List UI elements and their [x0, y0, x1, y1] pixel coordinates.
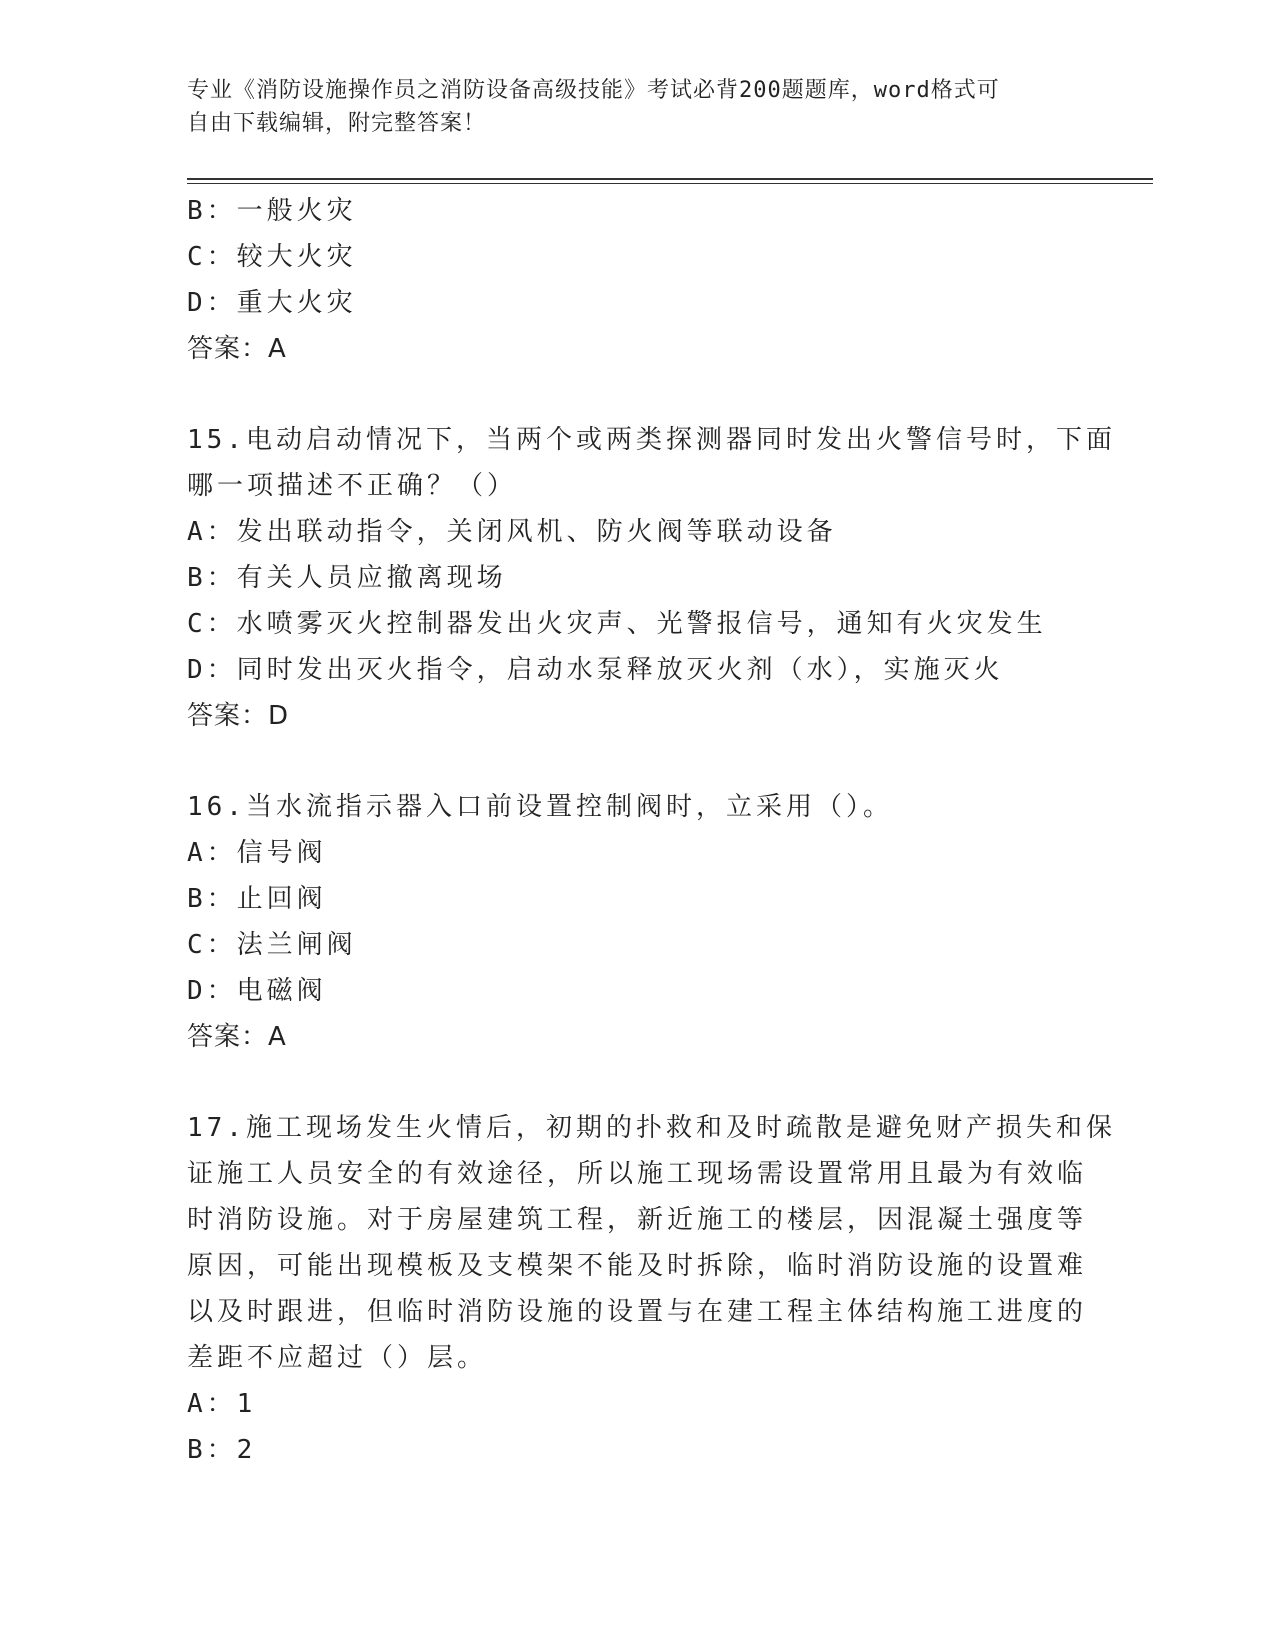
option-c: C：较大火灾	[187, 242, 357, 272]
question-17	[187, 1105, 1116, 1473]
question-stem-line: 原因，可能出现模板及支模架不能及时拆除，临时消防设施的设置难	[187, 1251, 1088, 1281]
question-15	[187, 417, 1116, 739]
answer: 答案：A	[187, 1022, 287, 1052]
option-d: D：重大火灾	[187, 288, 357, 318]
question-stem-line: 证施工人员安全的有效途径，所以施工现场需设置常用且最为有效临	[187, 1159, 1088, 1189]
question-stem-line: 时消防设施。对于房屋建筑工程，新近施工的楼层，因混凝土强度等	[187, 1205, 1088, 1235]
question-stem-line: 哪一项描述不正确？（）	[187, 471, 518, 501]
option-d: D：电磁阀	[187, 976, 327, 1006]
option-a: A：发出联动指令，关闭风机、防火阀等联动设备	[187, 517, 837, 547]
question-stem-line: 15.电动启动情况下，当两个或两类探测器同时发出火警信号时，下面	[187, 425, 1116, 455]
question-stem-line: 17.施工现场发生火情后，初期的扑救和及时疏散是避免财产损失和保	[187, 1113, 1116, 1143]
option-b: B：止回阀	[187, 884, 327, 914]
question-16	[187, 784, 1077, 1060]
question-content	[187, 188, 1116, 1473]
option-b: B：2	[187, 1435, 257, 1465]
question-stem-line: 以及时跟进，但临时消防设施的设置与在建工程主体结构施工进度的	[187, 1297, 1088, 1327]
option-c: C：水喷雾灭火控制器发出火灾声、光警报信号，通知有火灾发生	[187, 609, 1047, 639]
header-line-1: 专业《消防设施操作员之消防设备高级技能》考试必背200题题库，word格式可	[187, 78, 1000, 103]
question-stem-line: 16.当水流指示器入口前设置控制阀时，立采用（）。	[187, 792, 893, 822]
answer: 答案：A	[187, 334, 287, 364]
option-b: B：一般火灾	[187, 196, 357, 226]
option-a: A：1	[187, 1389, 257, 1419]
question-stem-line: 差距不应超过（）层。	[187, 1343, 488, 1373]
option-c: C：法兰闸阀	[187, 930, 357, 960]
header-divider-thick	[187, 178, 1153, 180]
option-a: A：信号阀	[187, 838, 327, 868]
header-divider-thin	[187, 183, 1153, 184]
page-header	[187, 74, 1067, 140]
answer: 答案：D	[187, 701, 290, 731]
option-d: D：同时发出灭火指令，启动水泵释放灭火剂（水），实施灭火	[187, 655, 1004, 685]
option-b: B：有关人员应撤离现场	[187, 563, 507, 593]
header-line-2: 自由下载编辑，附完整答案！	[187, 111, 487, 136]
